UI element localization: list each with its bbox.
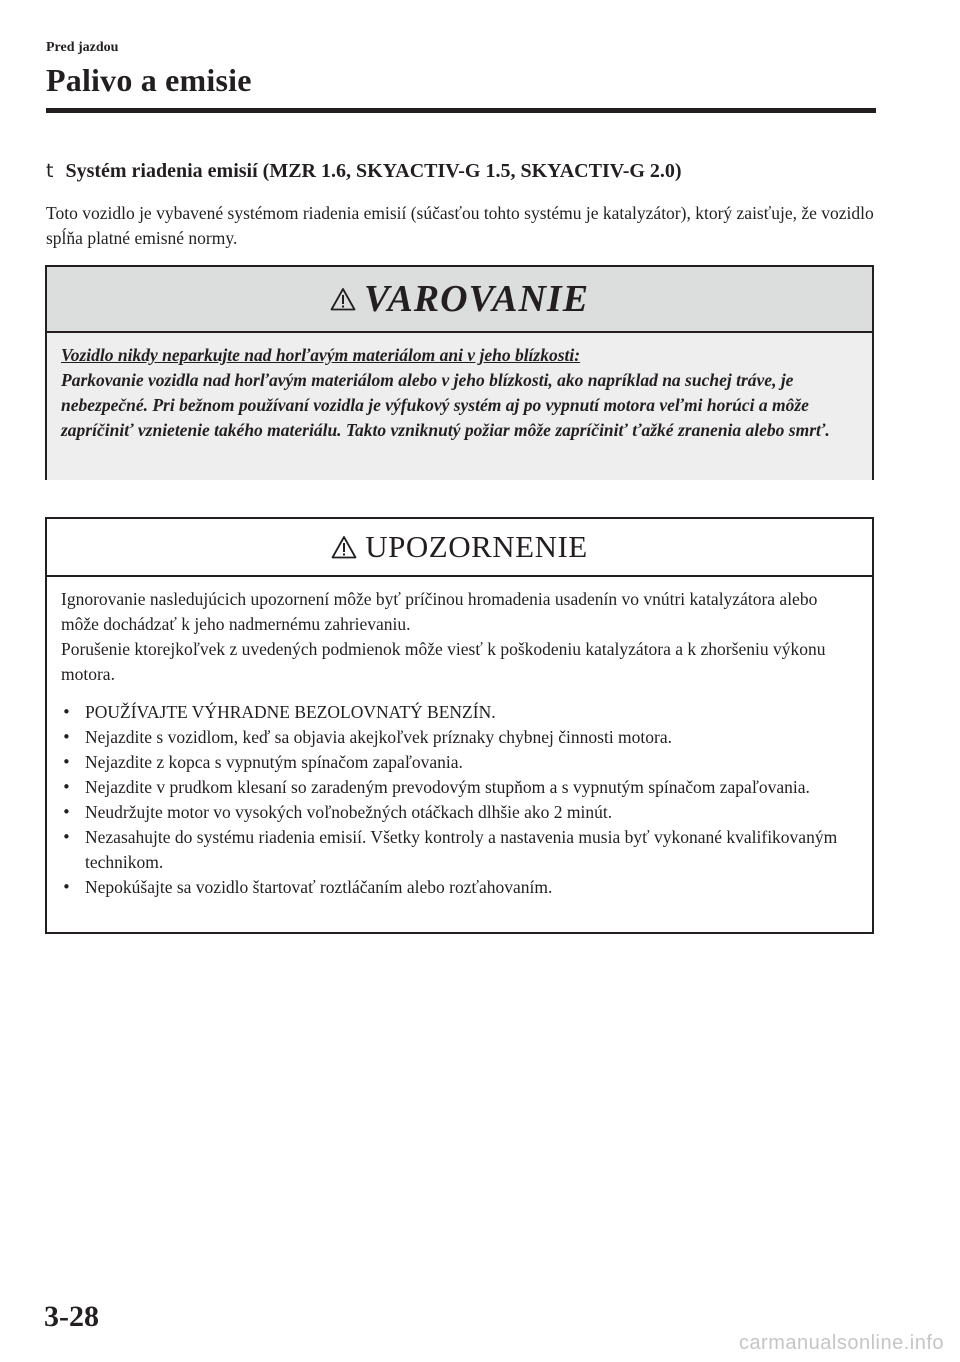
caution-bullet-list	[61, 700, 858, 900]
caution-paragraph-1: Ignorovanie nasledujúcich upozornení môže byť príčinou hromadenia usadenín vo vnútri katalyzátora alebo môže dochádzať k jeho nadmernému zahrievaniu.	[61, 589, 818, 634]
bullet-dot: •	[62, 828, 71, 846]
subsection-title: Systém riadenia emisií (MZR 1.6, SKYACTIV-G 1.5, SKYACTIV-G 2.0)	[65, 160, 682, 182]
warning-title: VAROVANIE	[363, 278, 590, 320]
warning-body	[47, 333, 872, 480]
list-item	[61, 750, 858, 775]
caution-box	[45, 517, 874, 934]
bullet-dot: •	[62, 878, 71, 896]
warning-triangle-icon	[330, 287, 356, 311]
list-item	[61, 725, 858, 750]
intro-paragraph: Toto vozidlo je vybavené systémom riadenia emisií (súčasťou tohto systému je katalyzátor), ktorý zaisťuje, že vozidlo spĺňa platné emisné normy.	[46, 203, 874, 248]
list-item-text: Nejazdite s vozidlom, keď sa objavia akejkoľvek príznaky chybnej činnosti motora.	[85, 727, 673, 747]
bullet-dot: •	[62, 778, 71, 796]
list-item-text: Nejazdite v prudkom klesaní so zaradeným prevodovým stupňom a s vypnutým spínačom zapaľovania.	[85, 777, 810, 797]
warning-header	[47, 267, 872, 333]
title-divider	[46, 108, 876, 113]
subsection-marker: t	[46, 160, 54, 182]
page-title: Palivo a emisie	[46, 62, 252, 98]
site-watermark: carmanualsonline.info	[738, 1332, 944, 1354]
subsection-heading	[46, 160, 876, 183]
list-item-text: Nejazdite z kopca s vypnutým spínačom zapaľovania.	[85, 752, 463, 772]
list-item-text: Nepokúšajte sa vozidlo štartovať roztláčaním alebo rozťahovaním.	[85, 877, 553, 897]
page-number: 3-28	[44, 1300, 99, 1333]
list-item	[61, 775, 858, 800]
caution-paragraph-2: Porušenie ktorejkoľvek z uvedených podmienok môže viesť k poškodeniu katalyzátora a k zhoršeniu výkonu motora.	[61, 639, 826, 684]
caution-title: UPOZORNENIE	[365, 529, 588, 564]
bullet-dot: •	[62, 803, 71, 821]
warning-triangle-icon	[331, 535, 357, 559]
bullet-dot: •	[62, 703, 71, 721]
list-item	[61, 875, 858, 900]
bullet-dot: •	[62, 728, 71, 746]
list-item	[61, 800, 858, 825]
list-item-text: Nezasahujte do systému riadenia emisií. Všetky kontroly a nastavenia musia byť vykonané kvalifikovaným technikom.	[85, 827, 838, 872]
warning-lead: Vozidlo nikdy neparkujte nad horľavým materiálom ani v jeho blízkosti:	[61, 345, 581, 365]
section-label: Pred jazdou	[46, 40, 119, 55]
bullet-dot: •	[62, 753, 71, 771]
list-item	[61, 700, 858, 725]
list-item-text: POUŽÍVAJTE VÝHRADNE BEZOLOVNATÝ BENZÍN.	[85, 702, 496, 722]
list-item-text: Neudržujte motor vo vysokých voľnobežných otáčkach dlhšie ako 2 minút.	[85, 802, 613, 822]
list-item	[61, 825, 858, 875]
warning-text: Parkovanie vozidla nad horľavým materiálom alebo v jeho blízkosti, ako napríklad na suchej tráve, je nebezpečné. Pri bežnom používaní vozidla je výfukový systém aj po vypnutí motora veľmi horúci a môže zapríčiniť vznietenie takého materiálu. Takto vzniknutý požiar môže zapríčiniť ťažké zranenia alebo smrť.	[61, 370, 830, 440]
caution-body	[47, 577, 872, 900]
caution-header	[47, 519, 872, 577]
warning-box	[45, 265, 874, 480]
